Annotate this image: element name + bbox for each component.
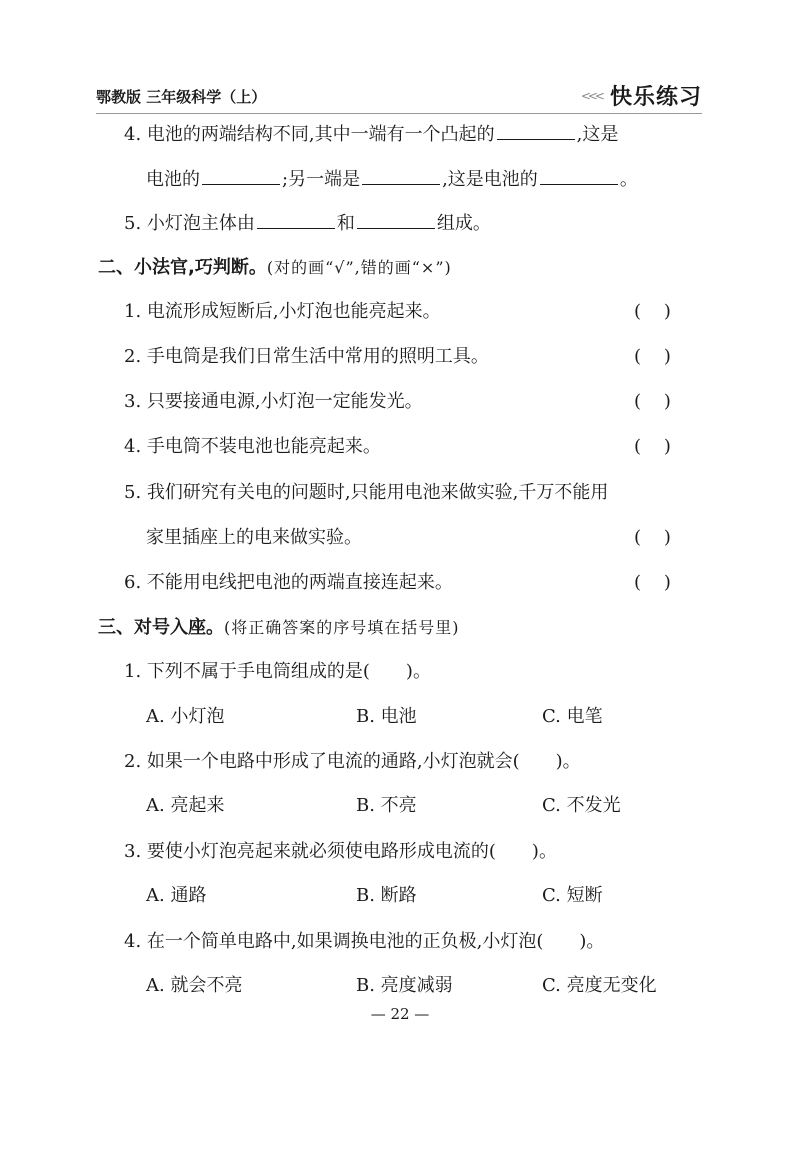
question-text: ;另一端是 — [282, 169, 361, 190]
question-text: 。 — [619, 169, 638, 190]
answer-blank[interactable] — [540, 166, 618, 185]
answer-blank[interactable] — [357, 210, 435, 229]
option-a[interactable]: A. 通路 — [146, 885, 207, 906]
question-text: 电池的 — [146, 169, 200, 190]
answer-parentheses[interactable]: ( ) — [634, 527, 671, 548]
option-c[interactable]: C. 短断 — [542, 885, 603, 906]
choice-question-3: 3. 要使小灯泡亮起来就必须使电路形成电流的( )。 — [124, 841, 557, 862]
answer-parentheses[interactable]: ( ) — [634, 391, 671, 412]
book-edition-label: 鄂教版 三年级科学（上） — [96, 88, 267, 106]
question-text: 5. 小灯泡主体由 — [124, 213, 255, 234]
choice-question-4: 4. 在一个简单电路中,如果调换电池的正负极,小灯泡( )。 — [124, 931, 605, 952]
question-text: ,这是 — [576, 124, 619, 145]
option-a[interactable]: A. 就会不亮 — [146, 975, 243, 996]
answer-blank[interactable] — [362, 166, 440, 185]
judge-item-6: 6. 不能用电线把电池的两端直接连起来。 — [124, 572, 453, 593]
question-4-line-2 — [146, 166, 638, 192]
option-a[interactable]: A. 小灯泡 — [146, 706, 225, 727]
question-text: 组成。 — [436, 213, 491, 234]
question-4-line-1 — [124, 121, 618, 147]
answer-parentheses[interactable]: ( ) — [634, 572, 671, 593]
option-b[interactable]: B. 亮度减弱 — [356, 975, 453, 996]
choice-question-1: 1. 下列不属于手电筒组成的是( )。 — [124, 661, 431, 682]
option-c[interactable]: C. 亮度无变化 — [542, 975, 657, 996]
section-instruction: (将正确答案的序号填在括号里) — [224, 618, 460, 637]
option-b[interactable]: B. 断路 — [356, 885, 417, 906]
judge-item-5-line-1: 5. 我们研究有关电的问题时,只能用电池来做实验,千万不能用 — [124, 482, 609, 503]
header-divider — [96, 113, 702, 114]
answer-blank[interactable] — [202, 166, 280, 185]
judge-item-5-line-2: 家里插座上的电来做实验。 — [146, 527, 362, 548]
question-text: ,这是电池的 — [442, 169, 538, 190]
page-number: — 22 — — [370, 1005, 430, 1023]
chevrons-left-icon: <<< — [580, 88, 602, 103]
answer-blank[interactable] — [257, 210, 335, 229]
answer-parentheses[interactable]: ( ) — [634, 346, 671, 367]
answer-blank[interactable] — [497, 121, 575, 140]
header-brand — [581, 80, 702, 111]
option-c[interactable]: C. 不发光 — [542, 795, 621, 816]
option-b[interactable]: B. 电池 — [356, 706, 417, 727]
judge-item-1: 1. 电流形成短断后,小灯泡也能亮起来。 — [124, 301, 441, 322]
option-b[interactable]: B. 不亮 — [356, 795, 417, 816]
section-2-heading — [98, 256, 452, 280]
answer-parentheses[interactable]: ( ) — [634, 436, 671, 457]
section-instruction: (对的画“√”,错的画“×”) — [266, 258, 452, 277]
option-a[interactable]: A. 亮起来 — [146, 795, 225, 816]
choice-question-2: 2. 如果一个电路中形成了电流的通路,小灯泡就会( )。 — [124, 751, 581, 772]
answer-parentheses[interactable]: ( ) — [634, 301, 671, 322]
question-text: 4. 电池的两端结构不同,其中一端有一个凸起的 — [124, 124, 495, 145]
section-title: 三、对号入座。 — [98, 617, 224, 638]
header-title: 快乐练习 — [609, 85, 702, 110]
page-header — [96, 80, 702, 112]
section-3-heading — [98, 616, 460, 640]
judge-item-3: 3. 只要接通电源,小灯泡一定能发光。 — [124, 391, 423, 412]
judge-item-2: 2. 手电筒是我们日常生活中常用的照明工具。 — [124, 346, 489, 367]
question-text: 和 — [336, 213, 355, 234]
judge-item-4: 4. 手电筒不装电池也能亮起来。 — [124, 436, 381, 457]
section-title: 二、小法官,巧判断。 — [98, 257, 267, 278]
option-c[interactable]: C. 电笔 — [542, 706, 603, 727]
question-5 — [124, 210, 491, 236]
